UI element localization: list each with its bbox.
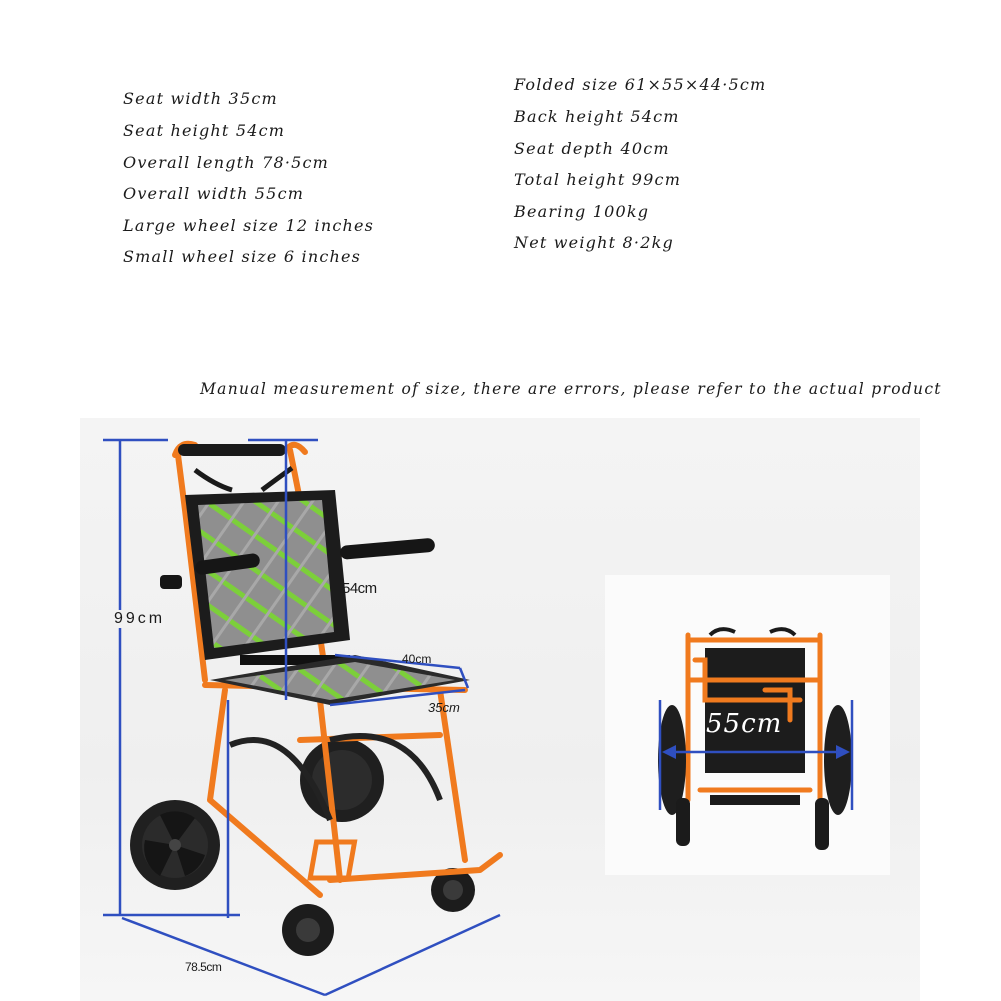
spec-overall-width: Overall width 55cm: [123, 184, 305, 203]
armrest-right: [340, 538, 436, 560]
spec-folded-size: Folded size 61×55×44·5cm: [514, 75, 767, 94]
spec-seat-depth: Seat depth 40cm: [514, 139, 670, 158]
label-seat-depth: 40cm: [402, 652, 432, 666]
spec-small-wheel: Small wheel size 6 inches: [123, 247, 362, 266]
push-handle: [178, 444, 286, 456]
label-seat-width: 35cm: [428, 700, 460, 715]
label-folded-width: 55cm: [706, 709, 783, 739]
large-rear-wheel: [130, 800, 220, 890]
wheelchair-folded: [658, 629, 852, 850]
folded-wheel-right: [824, 705, 852, 815]
disclaimer-note: Manual measurement of size, there are errors, please refer to the actual product: [200, 380, 942, 398]
spec-bearing: Bearing 100kg: [514, 202, 650, 221]
spec-overall-length: Overall length 78·5cm: [123, 153, 330, 172]
footrest: [310, 842, 354, 878]
spec-seat-height: Seat height 54cm: [123, 121, 286, 140]
label-overall-length: 78.5cm: [185, 960, 222, 974]
label-back-height: 54cm: [342, 580, 377, 597]
spec-back-height: Back height 54cm: [514, 107, 680, 126]
spec-large-wheel: Large wheel size 12 inches: [123, 216, 375, 235]
label-total-height: 99cm: [114, 610, 166, 627]
spec-net-weight: Net weight 8·2kg: [514, 233, 674, 252]
spec-total-height: Total height 99cm: [514, 170, 682, 189]
spec-seat-width: Seat width 35cm: [123, 89, 278, 108]
